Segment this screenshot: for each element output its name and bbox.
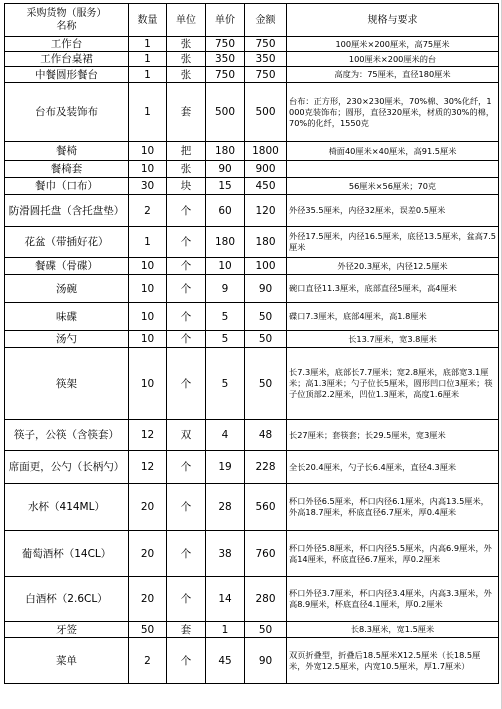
table-row <box>5 331 499 348</box>
item-name: 台布及装饰布 <box>5 83 129 142</box>
item-spec: 长27厘米；套筷套；长29.5厘米，宽3厘米 <box>287 420 499 451</box>
item-amount: 750 <box>245 67 287 83</box>
item-name: 餐椅套 <box>5 161 129 178</box>
header-qty: 数量 <box>129 4 167 37</box>
item-qty: 12 <box>129 420 167 451</box>
item-price: 4 <box>206 420 245 451</box>
item-qty: 1 <box>129 37 167 52</box>
item-name: 餐椅 <box>5 142 129 161</box>
table-row <box>5 258 499 275</box>
item-price: 350 <box>206 52 245 67</box>
item-name: 工作台桌裙 <box>5 52 129 67</box>
item-name: 汤碗 <box>5 275 129 303</box>
item-unit: 个 <box>167 484 206 531</box>
item-amount: 750 <box>245 37 287 52</box>
item-name: 餐巾（口布） <box>5 178 129 195</box>
table-row <box>5 303 499 331</box>
header-name: 采购货物（服务）名称 <box>5 4 129 37</box>
header-spec: 规格与要求 <box>287 4 499 37</box>
procurement-table-container <box>4 3 499 684</box>
item-qty: 1 <box>129 227 167 258</box>
item-spec: 碗口直径11.3厘米，底部直径5厘米，高4厘米 <box>287 275 499 303</box>
item-spec: 长8.3厘米，宽1.5厘米 <box>287 622 499 638</box>
item-spec: 100厘米×200厘米，高75厘米 <box>287 37 499 52</box>
item-amount: 48 <box>245 420 287 451</box>
table-row <box>5 195 499 227</box>
item-name: 葡萄酒杯（14CL） <box>5 531 129 577</box>
item-unit: 个 <box>167 348 206 420</box>
item-price: 45 <box>206 638 245 684</box>
item-amount: 350 <box>245 52 287 67</box>
item-qty: 20 <box>129 484 167 531</box>
header-unit: 单位 <box>167 4 206 37</box>
item-amount: 500 <box>245 83 287 142</box>
table-row <box>5 577 499 622</box>
item-qty: 10 <box>129 303 167 331</box>
item-spec: 双页折叠型，折叠后18.5厘米X12.5厘米（长18.5厘米，外宽12.5厘米，内宽10.5厘米，厚1.7厘米） <box>287 638 499 684</box>
item-price: 15 <box>206 178 245 195</box>
item-spec: 56厘米×56厘米；70克 <box>287 178 499 195</box>
item-name: 席面更，公勺（长柄勺） <box>5 451 129 484</box>
item-amount: 120 <box>245 195 287 227</box>
item-unit: 双 <box>167 420 206 451</box>
item-amount: 760 <box>245 531 287 577</box>
table-row <box>5 638 499 684</box>
item-qty: 2 <box>129 638 167 684</box>
item-name: 牙签 <box>5 622 129 638</box>
item-spec: 外径20.3厘米，内径12.5厘米 <box>287 258 499 275</box>
item-unit: 张 <box>167 161 206 178</box>
item-price: 180 <box>206 142 245 161</box>
item-unit: 个 <box>167 577 206 622</box>
item-unit: 个 <box>167 227 206 258</box>
header-amount: 金额 <box>245 4 287 37</box>
item-unit: 个 <box>167 275 206 303</box>
item-unit: 个 <box>167 451 206 484</box>
item-qty: 10 <box>129 348 167 420</box>
item-name: 白酒杯（2.6CL） <box>5 577 129 622</box>
item-spec: 高度为：75厘米，直径180厘米 <box>287 67 499 83</box>
item-unit: 张 <box>167 37 206 52</box>
item-name: 中餐圆形餐台 <box>5 67 129 83</box>
item-amount: 1800 <box>245 142 287 161</box>
header-price: 单价 <box>206 4 245 37</box>
item-qty: 10 <box>129 142 167 161</box>
item-unit: 张 <box>167 67 206 83</box>
item-unit: 套 <box>167 622 206 638</box>
item-price: 750 <box>206 37 245 52</box>
item-spec: 长13.7厘米，宽3.8厘米 <box>287 331 499 348</box>
item-amount: 50 <box>245 622 287 638</box>
item-name: 味碟 <box>5 303 129 331</box>
table-row <box>5 67 499 83</box>
item-name: 餐碟（骨碟） <box>5 258 129 275</box>
item-name: 筷架 <box>5 348 129 420</box>
item-qty: 12 <box>129 451 167 484</box>
item-amount: 450 <box>245 178 287 195</box>
procurement-table <box>4 3 499 684</box>
item-qty: 10 <box>129 258 167 275</box>
item-unit: 套 <box>167 83 206 142</box>
item-spec <box>287 161 499 178</box>
table-row <box>5 227 499 258</box>
item-qty: 1 <box>129 67 167 83</box>
item-spec: 外径35.5厘米，内径32厘米，误差0.5厘米 <box>287 195 499 227</box>
item-qty: 20 <box>129 577 167 622</box>
item-unit: 个 <box>167 531 206 577</box>
item-amount: 90 <box>245 638 287 684</box>
item-price: 10 <box>206 258 245 275</box>
item-spec: 台布：正方形，230×230厘米，70%棉、30%化纤，1000克装饰布；圆形，直径320厘米，材质的30%的棉，70%的化纤，1550克 <box>287 83 499 142</box>
table-row <box>5 161 499 178</box>
item-qty: 10 <box>129 331 167 348</box>
item-unit: 个 <box>167 331 206 348</box>
item-qty: 1 <box>129 52 167 67</box>
table-row <box>5 484 499 531</box>
item-name: 筷子，公筷（含筷套） <box>5 420 129 451</box>
item-amount: 100 <box>245 258 287 275</box>
item-spec: 全长20.4厘米，勺子长6.4厘米，直径4.3厘米 <box>287 451 499 484</box>
table-row <box>5 37 499 52</box>
item-unit: 个 <box>167 195 206 227</box>
table-row <box>5 83 499 142</box>
item-qty: 50 <box>129 622 167 638</box>
item-spec: 杯口外径3.7厘米，杯口内径3.4厘米，内高3.3厘米，外高8.9厘米，杯底直径4.1厘米，厚0.2厘米 <box>287 577 499 622</box>
item-unit: 个 <box>167 258 206 275</box>
item-price: 19 <box>206 451 245 484</box>
item-qty: 30 <box>129 178 167 195</box>
item-name: 水杯（414ML） <box>5 484 129 531</box>
item-price: 14 <box>206 577 245 622</box>
item-spec: 椅面40厘米×40厘米，高91.5厘米 <box>287 142 499 161</box>
item-spec: 100厘米×200厘米的台 <box>287 52 499 67</box>
table-row <box>5 531 499 577</box>
item-price: 750 <box>206 67 245 83</box>
item-spec: 杯口外径5.8厘米，杯口内径5.5厘米，内高6.9厘米，外高14厘米，杯底直径6.7厘米，厚0.2厘米 <box>287 531 499 577</box>
item-price: 1 <box>206 622 245 638</box>
table-row <box>5 142 499 161</box>
item-unit: 个 <box>167 303 206 331</box>
item-price: 60 <box>206 195 245 227</box>
item-price: 9 <box>206 275 245 303</box>
item-price: 38 <box>206 531 245 577</box>
item-price: 500 <box>206 83 245 142</box>
item-unit: 个 <box>167 638 206 684</box>
item-amount: 228 <box>245 451 287 484</box>
table-row <box>5 348 499 420</box>
item-qty: 1 <box>129 83 167 142</box>
item-amount: 50 <box>245 348 287 420</box>
item-name: 防滑圆托盘（含托盘垫） <box>5 195 129 227</box>
item-qty: 10 <box>129 161 167 178</box>
item-spec: 外径17.5厘米，内径16.5厘米，底径13.5厘米，盆高7.5厘米 <box>287 227 499 258</box>
item-amount: 50 <box>245 303 287 331</box>
item-amount: 280 <box>245 577 287 622</box>
table-row <box>5 420 499 451</box>
table-row <box>5 52 499 67</box>
item-spec: 杯口外径6.5厘米，杯口内径6.1厘米，内高13.5厘米，外高18.7厘米，杯底直径6.7厘米，厚0.4厘米 <box>287 484 499 531</box>
item-unit: 把 <box>167 142 206 161</box>
header-row <box>5 4 499 37</box>
item-price: 90 <box>206 161 245 178</box>
item-price: 5 <box>206 303 245 331</box>
item-amount: 560 <box>245 484 287 531</box>
item-qty: 2 <box>129 195 167 227</box>
item-amount: 50 <box>245 331 287 348</box>
item-qty: 10 <box>129 275 167 303</box>
item-qty: 20 <box>129 531 167 577</box>
item-amount: 90 <box>245 275 287 303</box>
table-row <box>5 275 499 303</box>
item-spec: 长7.3厘米，底部长7.7厘米；宽2.8厘米，底部宽3.1厘米；高1.3厘米；勺子位长5厘米，圆形凹口位3厘米；筷子位顶部2.2厘米，凹位1.3厘米，高度1.6厘米 <box>287 348 499 420</box>
item-amount: 900 <box>245 161 287 178</box>
item-spec: 碟口7.3厘米，底部4厘米，高1.8厘米 <box>287 303 499 331</box>
item-price: 5 <box>206 348 245 420</box>
table-row <box>5 178 499 195</box>
item-name: 花盆（带插好花） <box>5 227 129 258</box>
table-row <box>5 622 499 638</box>
item-price: 180 <box>206 227 245 258</box>
item-amount: 180 <box>245 227 287 258</box>
item-name: 工作台 <box>5 37 129 52</box>
table-row <box>5 451 499 484</box>
item-unit: 张 <box>167 52 206 67</box>
item-name: 汤勺 <box>5 331 129 348</box>
item-unit: 块 <box>167 178 206 195</box>
item-name: 菜单 <box>5 638 129 684</box>
item-price: 28 <box>206 484 245 531</box>
item-price: 5 <box>206 331 245 348</box>
